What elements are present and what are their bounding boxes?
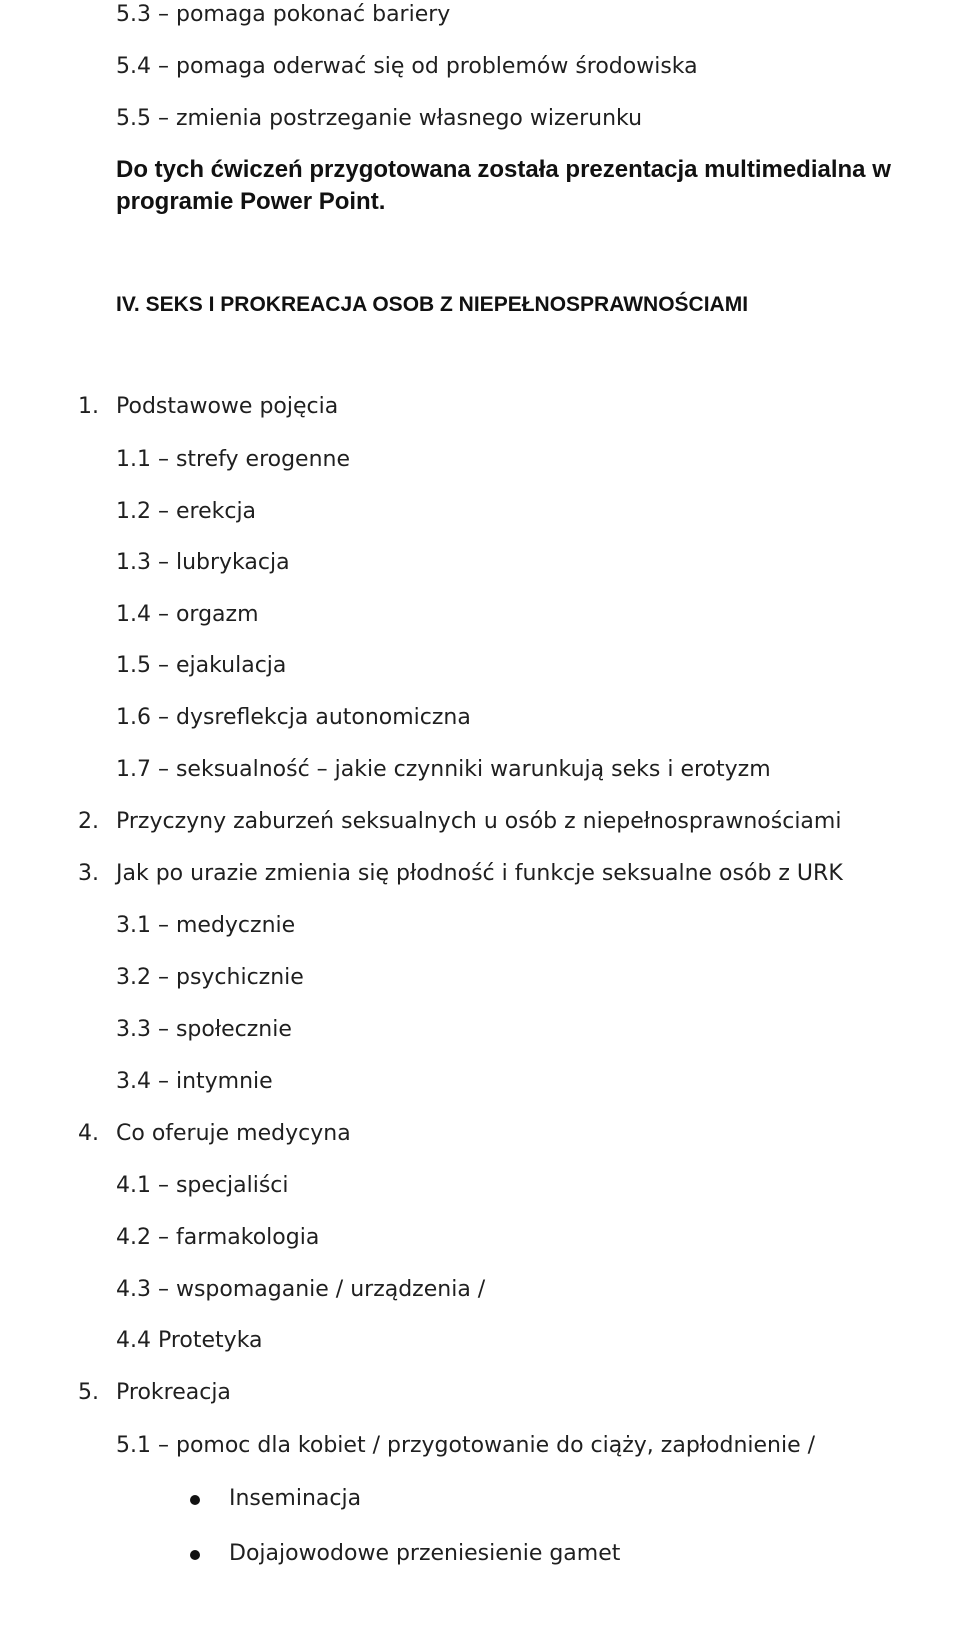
sub-item: 1.6 – dysreflekcja autonomiczna (116, 705, 471, 730)
bullet-item: Dojajowodowe przeniesienie gamet (229, 1541, 621, 1566)
sub-item: 1.3 – lubrykacja (116, 550, 290, 575)
sub-item: 3.3 – społecznie (116, 1017, 292, 1042)
sub-item: 1.1 – strefy erogenne (116, 447, 351, 472)
outline-item-5 (78, 1380, 231, 1405)
list-item: 5.5 – zmienia postrzeganie własnego wizerunku (116, 106, 643, 131)
sub-item: 1.4 – orgazm (116, 602, 259, 627)
bullet-icon (190, 1495, 200, 1505)
list-item: 5.3 – pomaga pokonać bariery (116, 2, 451, 27)
outline-item-text: Co oferuje medycyna (116, 1121, 351, 1146)
outline-item-text: Prokreacja (116, 1380, 231, 1405)
note-line-1: Do tych ćwiczeń przygotowana została prezentacja multimedialna w (116, 156, 891, 183)
outline-item-2 (78, 809, 842, 834)
sub-item: 4.4 Protetyka (116, 1328, 263, 1353)
sub-item: 1.2 – erekcja (116, 499, 257, 524)
outline-item-1 (78, 394, 339, 419)
outline-item-text: Jak po urazie zmienia się płodność i funkcje seksualne osób z URK (116, 861, 843, 886)
outline-item-text: Podstawowe pojęcia (116, 394, 339, 419)
outline-item-text: Przyczyny zaburzeń seksualnych u osób z niepełnosprawnościami (116, 809, 842, 834)
outline-item-number: 5. (78, 1380, 99, 1405)
sub-item: 4.1 – specjaliści (116, 1173, 289, 1198)
section-heading: IV. SEKS I PROKREACJA OSOB Z NIEPEŁNOSPRAWNOŚCIAMI (116, 293, 749, 316)
sub-item: 5.1 – pomoc dla kobiet / przygotowanie do ciąży, zapłodnienie / (116, 1433, 816, 1458)
bullet-icon (190, 1550, 200, 1560)
outline-item-number: 2. (78, 809, 99, 834)
outline-item-4 (78, 1121, 351, 1146)
list-item: 5.4 – pomaga oderwać się od problemów środowiska (116, 54, 698, 79)
sub-item: 3.1 – medycznie (116, 913, 296, 938)
outline-item-3 (78, 861, 843, 886)
note-line-2: programie Power Point. (116, 188, 386, 215)
sub-item: 3.4 – intymnie (116, 1069, 273, 1094)
sub-item: 4.3 – wspomaganie / urządzenia / (116, 1277, 486, 1302)
outline-item-number: 3. (78, 861, 99, 886)
bullet-item: Inseminacja (229, 1486, 362, 1511)
sub-item: 3.2 – psychicznie (116, 965, 304, 990)
sub-item: 4.2 – farmakologia (116, 1225, 320, 1250)
outline-item-number: 4. (78, 1121, 99, 1146)
outline-item-number: 1. (78, 394, 99, 419)
sub-item: 1.7 – seksualność – jakie czynniki warunkują seks i erotyzm (116, 757, 771, 782)
sub-item: 1.5 – ejakulacja (116, 653, 287, 678)
